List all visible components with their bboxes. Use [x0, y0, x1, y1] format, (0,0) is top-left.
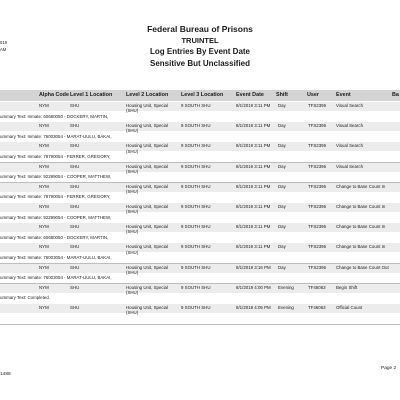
column-header-ba: Ba: [392, 92, 399, 98]
cell-user: TFS2396: [308, 123, 327, 129]
cell-l3: 9 SOUTH SHU: [181, 224, 211, 230]
cell-l2: Housing Unit, Special (SHU): [126, 103, 168, 114]
cell-shift: Day: [278, 143, 286, 149]
report-classification: Sensitive But Unclassified: [149, 59, 251, 68]
cell-alpha: NYM: [39, 103, 49, 108]
cell-shift: Evening: [278, 284, 294, 290]
cell-user: TFS2396: [308, 264, 327, 270]
cell-date: 8/1/2019 3:11 PM: [236, 103, 271, 108]
summary-text: ummary Text: Inmate: 76003054 - MARAT-UULU, BAKAI,: [0, 254, 112, 260]
cell-l3: 9 SOUTH SHU: [181, 204, 211, 209]
cell-date: 8/1/2019 4:05 PM: [236, 305, 271, 310]
report-agency: Federal Bureau of Prisons: [147, 24, 253, 34]
cell-l2: Housing Unit, Special (SHU): [126, 305, 168, 316]
cell-shift: Day: [278, 244, 286, 250]
cell-event: Change to Base Count Out: [336, 264, 389, 270]
cell-l1: SHU: [70, 264, 80, 270]
cell-l3: 9 SOUTH SHU: [181, 264, 211, 270]
column-header-event-date: Event Date: [236, 92, 264, 98]
cell-l2: Housing Unit, Special (SHU): [126, 204, 168, 215]
cell-date: 8/1/2019 3:16 PM: [236, 264, 271, 270]
cell-event: Visual Search: [336, 103, 364, 108]
summary-text: ummary Text: Inmate: 92299054 - COOPER, MATTHEW,: [0, 174, 112, 180]
cell-l2: Housing Unit, Special (SHU): [126, 183, 168, 194]
cell-user: TFS2396: [308, 244, 327, 250]
cell-event: Change to Base Count In: [336, 244, 386, 250]
cell-date: 8/1/2019 4:00 PM: [236, 284, 271, 290]
footer-page-number: Page 2: [381, 366, 397, 371]
row-divider: [0, 324, 400, 325]
cell-l1: SHU: [70, 284, 80, 290]
cell-l2: Housing Unit, Special (SHU): [126, 123, 168, 134]
cell-shift: Day: [278, 103, 286, 108]
cell-shift: Day: [278, 183, 286, 189]
cell-l1: SHU: [70, 163, 80, 169]
cell-user: TFS2396: [308, 143, 327, 149]
cell-alpha: NYM: [39, 163, 49, 169]
cell-l3: 9 SOUTH SHU: [181, 183, 211, 189]
cell-event: Change to Base Count In: [336, 183, 386, 189]
cell-l1: SHU: [70, 143, 80, 149]
cell-alpha: NYM: [39, 264, 49, 270]
cell-l1: SHU: [70, 123, 80, 129]
cell-user: TF46063: [308, 284, 326, 290]
cell-event: Change to Base Count In: [336, 224, 386, 230]
summary-text: ummary Text: Inmate: 76003054 - MARAT-UULU, BAKAI,: [0, 133, 112, 139]
summary-text: ummary Text: Inmate: 79790054 - FERRER, GREGORY,: [0, 194, 111, 200]
cell-l2: Housing Unit, Special (SHU): [126, 163, 168, 174]
cell-alpha: NYM: [39, 224, 49, 230]
cell-event: Official Count: [336, 305, 363, 310]
cell-alpha: NYM: [39, 305, 49, 310]
cell-l3: 9 SOUTH SHU: [181, 123, 211, 129]
report-system: TRUINTEL: [181, 36, 219, 45]
column-header-event: Event: [336, 92, 351, 98]
cell-l1: SHU: [70, 103, 80, 108]
cell-l3: 9 SOUTH SHU: [181, 103, 211, 108]
cell-user: TFS2396: [308, 103, 327, 108]
cell-alpha: NYM: [39, 183, 49, 189]
cell-user: TFS2396: [308, 204, 327, 209]
cell-date: 8/1/2019 3:11 PM: [236, 123, 271, 129]
cell-event: Begin Shift: [336, 284, 358, 290]
cell-date: 8/1/2019 3:11 PM: [236, 183, 271, 189]
cell-date: 8/1/2019 3:11 PM: [236, 204, 271, 209]
cell-l2: Housing Unit, Special (SHU): [126, 264, 168, 275]
cell-date: 8/1/2019 3:11 PM: [236, 244, 271, 250]
cell-l2: Housing Unit, Special (SHU): [126, 224, 168, 235]
cell-alpha: NYM: [39, 204, 49, 209]
cell-alpha: NYM: [39, 284, 49, 290]
cell-user: TFS2396: [308, 183, 327, 189]
side-label-time: AM: [0, 47, 7, 52]
cell-shift: Day: [278, 264, 286, 270]
column-header-level3: Level 3 Location: [181, 92, 224, 98]
cell-alpha: NYM: [39, 123, 49, 129]
cell-event: Visual Search: [336, 163, 364, 169]
summary-text: ummary Text: Completed.: [0, 295, 50, 301]
cell-alpha: NYM: [39, 143, 49, 149]
cell-l1: SHU: [70, 224, 80, 230]
cell-l3: 9 SOUTH SHU: [181, 284, 211, 290]
cell-event: Visual Search: [336, 143, 364, 149]
cell-shift: Evening: [278, 305, 294, 310]
column-header-level2: Level 2 Location: [126, 92, 169, 98]
cell-shift: Day: [278, 163, 286, 169]
summary-text: ummary Text: Inmate: 60680050 - DOCKERY, MARTIN,: [0, 113, 109, 119]
cell-l2: Housing Unit, Special (SHU): [126, 143, 168, 154]
summary-text: ummary Text: Inmate: 92299054 - COOPER, MATTHEW,: [0, 214, 112, 220]
cell-date: 8/1/2019 3:11 PM: [236, 143, 271, 149]
cell-date: 8/1/2019 3:11 PM: [236, 224, 271, 230]
cell-shift: Day: [278, 224, 286, 230]
summary-text: ummary Text: Inmate: 60680050 - DOCKERY, MARTIN,: [0, 234, 109, 240]
column-header-shift: Shift: [276, 92, 288, 98]
cell-user: TFS2396: [308, 163, 327, 169]
cell-event: Change to Base Count In: [336, 204, 386, 209]
summary-text: ummary Text: Inmate: 79790054 - FERRER, GREGORY,: [0, 153, 111, 159]
cell-date: 8/1/2019 3:11 PM: [236, 163, 271, 169]
cell-l1: SHU: [70, 305, 80, 310]
cell-l1: SHU: [70, 244, 80, 250]
cell-l2: Housing Unit, Special (SHU): [126, 244, 168, 255]
cell-l1: SHU: [70, 183, 80, 189]
column-header-alpha-code: Alpha Code: [39, 92, 69, 98]
cell-alpha: NYM: [39, 244, 49, 250]
cell-l1: SHU: [70, 204, 80, 209]
summary-text: ummary Text: Inmate: 76003054 - MARAT-UULU, BAKAI,: [0, 275, 112, 281]
footer-left-code: 1488: [0, 372, 11, 377]
column-header-level1: Level 1 Location: [70, 92, 113, 98]
cell-l3: 9 SOUTH SHU: [181, 244, 211, 250]
cell-user: TFS2396: [308, 224, 327, 230]
column-header-user: User: [307, 92, 319, 98]
cell-l2: Housing Unit, Special (SHU): [126, 284, 168, 295]
cell-user: TF46063: [308, 305, 326, 310]
cell-l3: 9 SOUTH SHU: [181, 163, 211, 169]
cell-event: Visual Search: [336, 123, 364, 129]
cell-shift: Day: [278, 204, 286, 209]
cell-shift: Day: [278, 123, 286, 129]
cell-l3: 9 SOUTH SHU: [181, 143, 211, 149]
side-label-date: 019: [0, 40, 7, 45]
cell-l3: 9 SOUTH SHU: [181, 305, 211, 310]
report-title: Log Entries By Event Date: [149, 47, 251, 56]
